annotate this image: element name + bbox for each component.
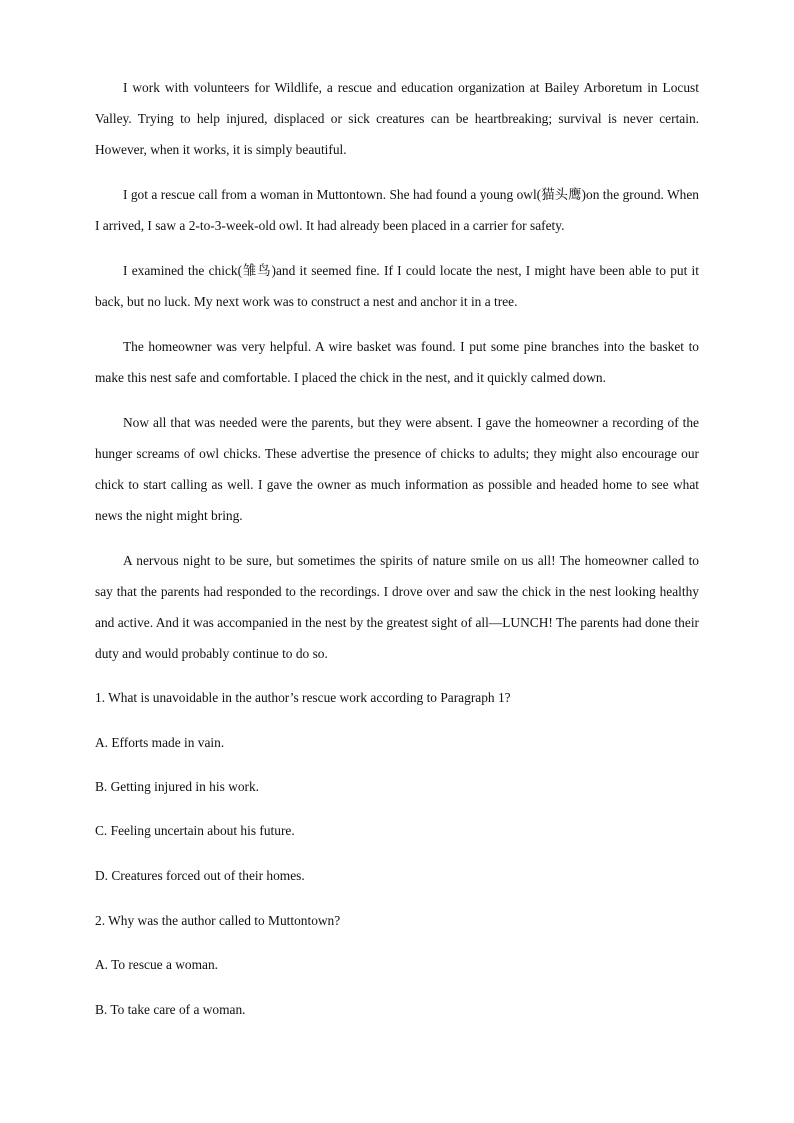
passage-paragraph-4: The homeowner was very helpful. A wire basket was found. I put some pine branches into the basket to make this nest safe and comfortable. I placed the chick in the nest, and it quickly calmed down.	[95, 339, 699, 385]
passage-paragraph-6: A nervous night to be sure, but sometimes the spirits of nature smile on us all! The homeowner called to say that the parents had responded to the recordings. I drove over and saw the chick in the nest looking healthy and active. And it was accompanied in the nest by the greatest sight of all—LUNCH! The parents had done their duty and would probably continue to do so.	[95, 553, 699, 661]
question-1-stem: 1. What is unavoidable in the author’s rescue work according to Paragraph 1?	[95, 690, 511, 705]
question-1-option-b: B. Getting injured in his work.	[95, 779, 260, 794]
passage-paragraph-5: Now all that was needed were the parents, but they were absent. I gave the homeowner a recording of the hunger screams of owl chicks. These advertise the presence of chicks to adults; they might also encourage our chick to start calling as well. I gave the owner as much information as possible and headed home to see what news the night might bring.	[95, 415, 699, 523]
question-1-option-d: D. Creatures forced out of their homes.	[95, 868, 305, 883]
passage-paragraph-1: I work with volunteers for Wildlife, a rescue and education organization at Bailey Arboretum in Locust Valley. Trying to help injured, displaced or sick creatures can be heartbreaking; survival is never certain. However, when it works, it is simply beautiful.	[95, 80, 699, 157]
passage-paragraph-2: I got a rescue call from a woman in Muttontown. She had found a young owl(猫头鹰)on the ground. When I arrived, I saw a 2-to-3-week-old owl. It had already been placed in a carrier for safety.	[95, 187, 699, 233]
question-1-option-c: C. Feeling uncertain about his future.	[95, 823, 295, 838]
question-1-option-a: A. Efforts made in vain.	[95, 735, 225, 750]
question-2-stem: 2. Why was the author called to Muttontown?	[95, 913, 341, 928]
passage-paragraph-3: I examined the chick(雏鸟)and it seemed fine. If I could locate the nest, I might have been able to put it back, but no luck. My next work was to construct a nest and anchor it in a tree.	[95, 263, 699, 309]
question-2-option-b: B. To take care of a woman.	[95, 1002, 246, 1017]
question-2-option-a: A. To rescue a woman.	[95, 957, 219, 972]
